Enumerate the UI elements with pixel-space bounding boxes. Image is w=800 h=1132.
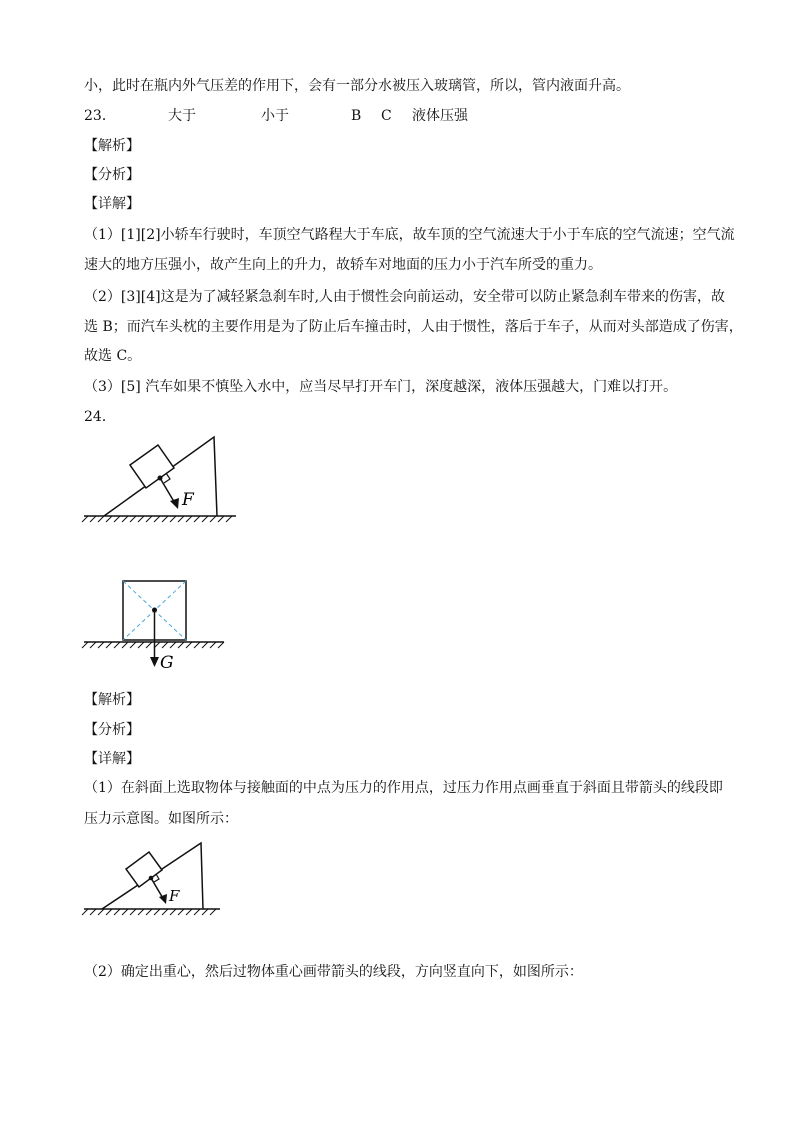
paragraph-line: （1）在斜面上选取物体与接触面的中点为压力的作用点，过压力作用点画垂直于斜面且带箭头的线段即 (84, 780, 723, 796)
ground-hatch (82, 909, 216, 915)
section-heading-analyze: 【分析】 (84, 167, 140, 183)
arrowhead-icon (159, 894, 167, 904)
gravity-label-G: G (160, 653, 174, 673)
paragraph-line: （1）[1][2]小轿车行驶时，车顶空气路程大于车底，故车顶的空气流速大于小于车底的空气流速；空气流 (84, 227, 735, 243)
force-label-F: F (169, 887, 180, 905)
answer-2: 小于 (261, 108, 289, 124)
paragraph-line: 选 B；而汽车头枕的主要作用是为了防止后车撞击时，人由于惯性，落后于车子，从而对头部造成了伤害， (84, 319, 743, 335)
section-heading-analysis: 【解析】 (84, 138, 140, 154)
answer-4: C (381, 108, 392, 124)
question-number: 23． (84, 108, 116, 124)
paragraph-line: 速大的地方压强小，故产生向上的升力，故轿车对地面的压力小于汽车所受的重力。 (84, 257, 602, 273)
force-label-F: F (182, 490, 194, 510)
paragraph-line: 压力示意图。如图所示： (84, 811, 238, 827)
block (126, 852, 162, 887)
answer-1: 大于 (168, 108, 196, 124)
section-heading-detail: 【详解】 (84, 751, 140, 767)
section-heading-analyze: 【分析】 (84, 722, 140, 738)
action-point (149, 876, 154, 881)
section-heading-analysis: 【解析】 (84, 692, 140, 708)
paragraph-line: （2）[3][4]这是为了减轻紧急刹车时,人由于惯性会向前运动，安全带可以防止紧急刹车带来的伤害，故 (84, 289, 726, 305)
question-number: 24． (84, 409, 116, 425)
paragraph-line: （3）[5] 汽车如果不慎坠入水中，应当尽早打开车门，深度越深，液体压强越大，门难以打开。 (84, 379, 678, 395)
section-heading-detail: 【详解】 (84, 196, 140, 212)
answer-3: B (351, 108, 362, 124)
answer-5: 液体压强 (412, 108, 468, 124)
paragraph-line: 故选 C。 (84, 348, 142, 364)
paragraph-line: （2）确定出重心，然后过物体重心画带箭头的线段，方向竖直向下，如图所示： (84, 964, 583, 980)
text-line: 小，此时在瓶内外气压差的作用下，会有一部分水被压入玻璃管，所以，管内液面升高。 (84, 78, 630, 94)
